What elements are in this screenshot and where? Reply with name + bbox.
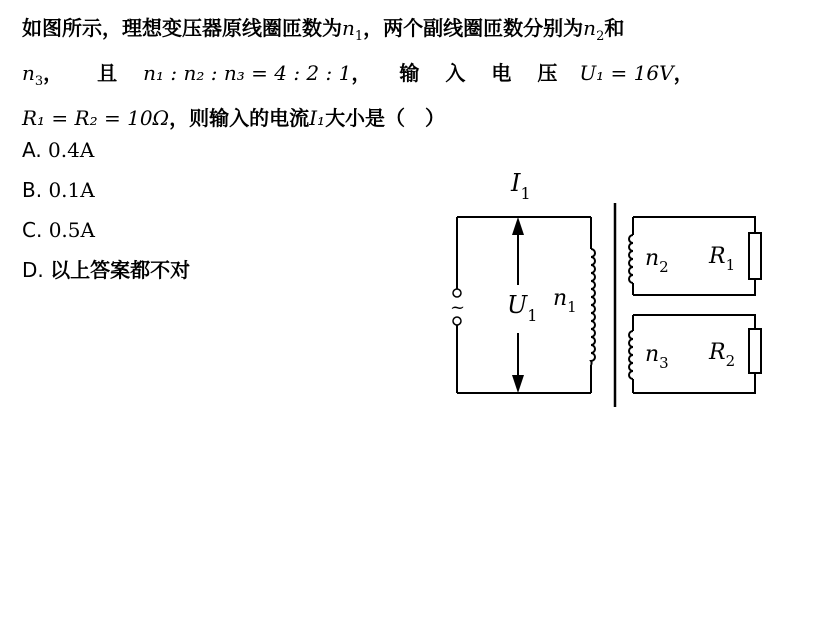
secondary1-coil [629,235,633,283]
question-line-1 [22,10,822,55]
question-text-segment: ，两个副线圈匝数分别为 [363,16,584,40]
question-text-segment: 和 [604,16,625,40]
secondary1-coil-label: $n_2$ [645,246,669,276]
question-text [22,10,822,136]
voltage-arrow-down-head [512,375,524,393]
option-a[interactable] [22,130,190,170]
var-n3: $n_3$ [22,61,44,89]
option-letter: C. [22,218,43,242]
resistor2-label: $R_2$ [709,340,736,370]
primary-coil-label: $n_1$ [553,286,577,316]
question-text-segment: 输 [399,61,420,85]
var-n1: $n_1$ [342,16,364,44]
resistor1-label: $R_1$ [709,244,736,274]
voltage-label: $U_1$ [507,291,538,325]
answer-options [22,130,190,290]
option-letter: A. [22,138,42,162]
secondary2-wire-bottom [633,373,755,393]
option-d[interactable] [22,250,190,290]
source-terminal-bottom [453,317,461,325]
secondary1-wire-top [633,217,755,233]
resistor-r2 [749,329,761,373]
resistor-r1 [749,233,761,279]
var-i1: I₁ [309,106,326,130]
option-b[interactable] [22,170,190,210]
question-text-segment: ， [673,61,694,85]
current-label: $I_1$ [511,169,531,203]
resistance-expression: R₁ = R₂ = 10Ω [22,106,170,130]
var-n2: $n_2$ [583,16,605,44]
question-text-segment: 大小是（ ） [325,106,446,130]
option-text: 0.4A [48,138,95,162]
question-text-segment: 电 [491,61,512,85]
ac-source-symbol: ~ [450,297,466,318]
question-text-segment: 且 [97,61,118,85]
option-letter: D. [22,258,44,282]
option-c[interactable] [22,210,190,250]
voltage-arrow-up-head [512,217,524,235]
option-text: 0.1A [48,178,95,202]
voltage-expression: U₁ = 16V [579,61,674,85]
primary-coil [591,249,595,365]
question-line-2 [22,55,822,100]
secondary2-wire-top [633,315,755,329]
question-text-segment: ， [43,61,64,85]
question-text-segment: 入 [445,61,466,85]
ratio-expression: n₁ : n₂ : n₃ = 4 : 2 : 1 [143,61,352,85]
option-text: 以上答案都不对 [50,258,191,282]
question-text-segment: 如图所示，理想变压器原线圈匝数为 [22,16,342,40]
source-terminal-top [453,289,461,297]
question-text-segment: ，则输入的电流 [169,106,310,130]
question-text-segment: 压 [537,61,558,85]
secondary2-coil [629,331,633,379]
question-text-segment: ， [351,61,372,85]
secondary2-coil-label: $n_3$ [645,342,669,372]
transformer-circuit-diagram [445,165,775,415]
option-letter: B. [22,178,43,202]
secondary1-wire-bottom [633,279,755,295]
option-text: 0.5A [48,218,95,242]
